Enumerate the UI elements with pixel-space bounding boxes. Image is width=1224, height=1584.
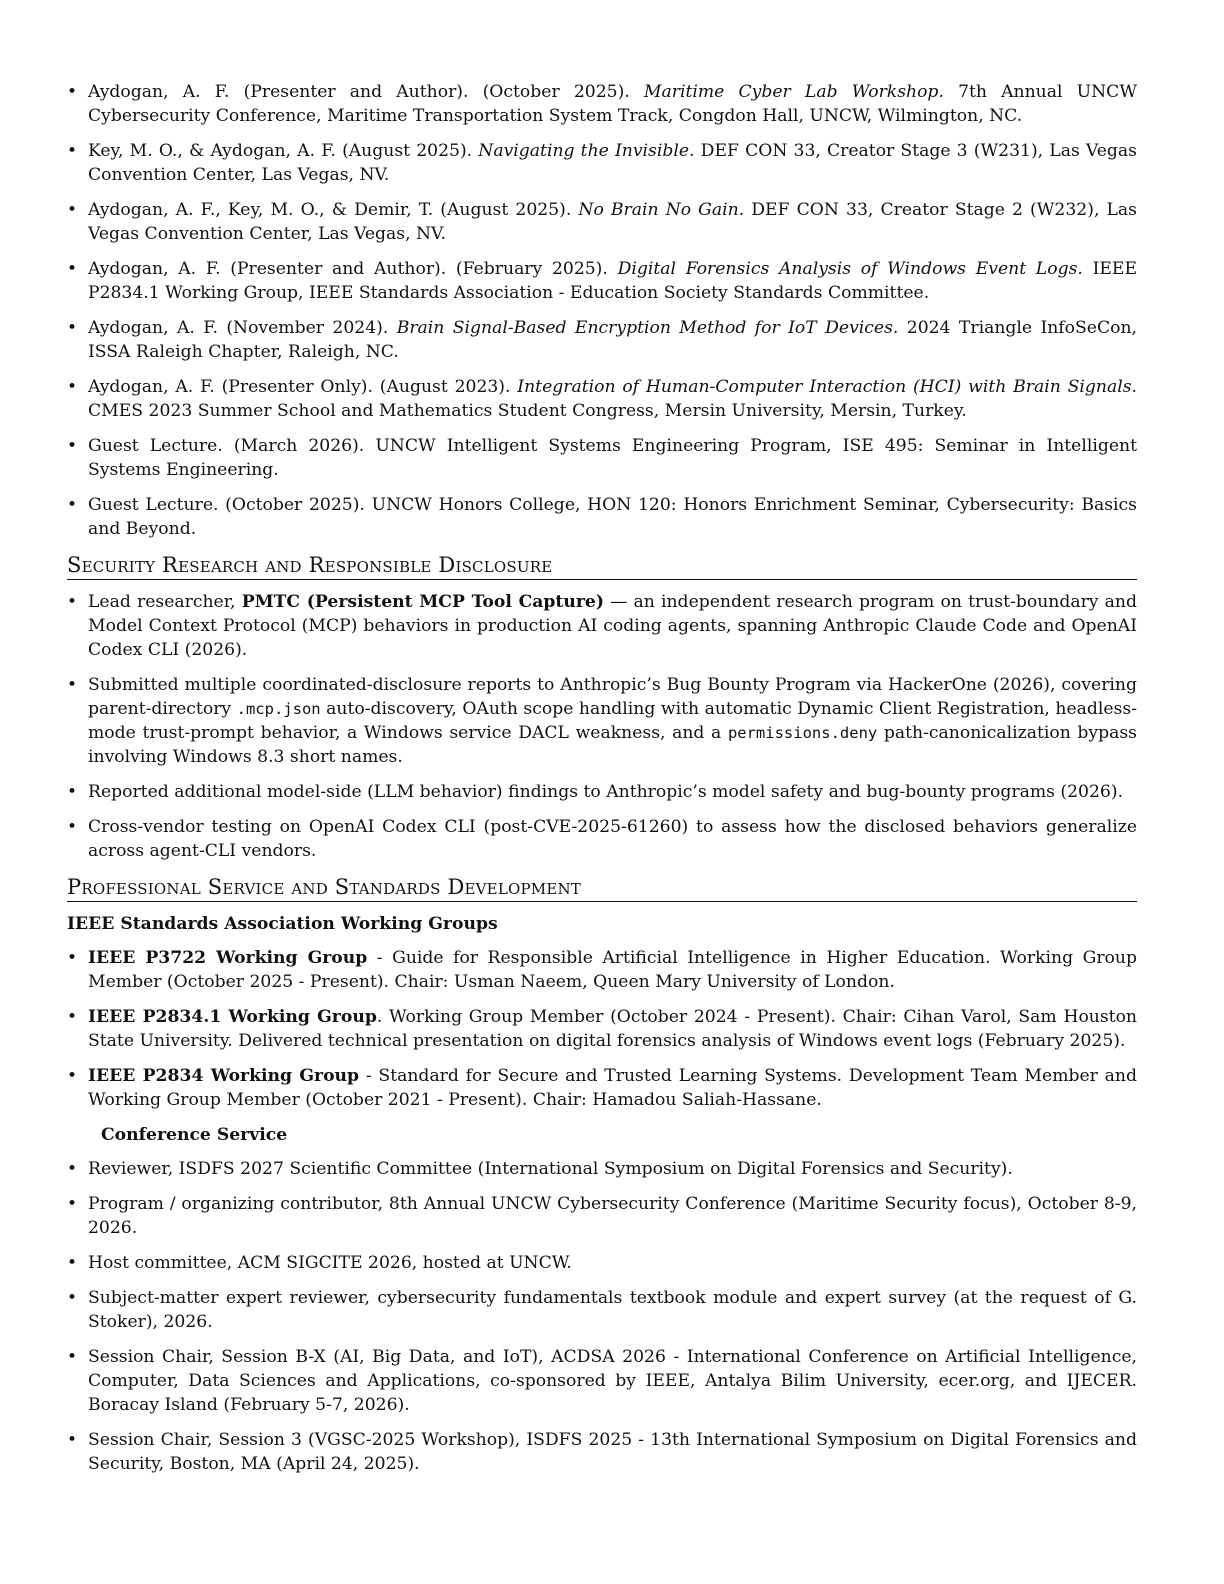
item-text: Guest Lecture. (March 2026). UNCW Intelligent Systems Engineering Program, ISE 495: Seminar in Intelligent Systems Engineering.: [88, 436, 1137, 480]
item-bold: IEEE P2834.1 Working Group: [88, 1007, 377, 1027]
item-text: DEF CON 33, Creator Stage 2 (W232), Las Vegas Convention Center, Las Vegas, NV.: [88, 200, 1137, 244]
code-snippet: .mcp.json: [236, 700, 321, 718]
subheading-conference: Conference Service: [101, 1125, 288, 1145]
item-bold: IEEE P2834 Working Group: [88, 1066, 360, 1086]
list-item: [67, 780, 1137, 804]
item-title: Maritime Cyber Lab Workshop.: [643, 82, 944, 102]
code-snippet: permissions.deny: [727, 724, 878, 742]
item-bold: IEEE P3722 Working Group: [88, 948, 368, 968]
list-item: [67, 1157, 1137, 1181]
section-heading-service: Professional Service and Standards Development: [67, 874, 1137, 902]
subheading-ieee: IEEE Standards Association Working Groups: [67, 914, 498, 934]
item-text: Aydogan, A. F. (Presenter and Author). (October 2025).: [88, 82, 644, 102]
list-item: [67, 946, 1137, 994]
list-item: [67, 316, 1137, 364]
item-text: Reviewer, ISDFS 2027 Scientific Committee (International Symposium on Digital Forensics and Security).: [88, 1159, 1013, 1179]
item-text: Aydogan, A. F. (November 2024).: [88, 318, 397, 338]
document-page: [67, 80, 1137, 1487]
item-text: path-canonicalization bypass involving Windows 8.3 short names.: [88, 723, 1137, 767]
list-item: [67, 1286, 1137, 1334]
list-item: [67, 198, 1137, 246]
item-title: No Brain No Gain.: [578, 200, 745, 220]
item-text: Host committee, ACM SIGCITE 2026, hosted at UNCW.: [88, 1253, 572, 1273]
list-item: [67, 590, 1137, 662]
security-list: [67, 590, 1137, 863]
item-text: DEF CON 33, Creator Stage 3 (W231), Las Vegas Convention Center, Las Vegas, NV.: [88, 141, 1137, 185]
item-text: Submitted multiple coordinated-disclosure reports to Anthropic’s Bug Bounty Program via HackerOne (2026), covering parent-directory: [88, 675, 1137, 719]
list-item: [67, 257, 1137, 305]
item-text: Session Chair, Session 3 (VGSC-2025 Workshop), ISDFS 2025 - 13th International Symposium on Digital Forensics and Security, Boston, MA (April 24, 2025).: [88, 1430, 1137, 1474]
item-text: 7th Annual UNCW Cybersecurity Conference, Maritime Transportation System Track, Congdon Hall, UNCW, Wilmington, NC.: [88, 82, 1137, 126]
list-item: [67, 1428, 1137, 1476]
ieee-list: [67, 946, 1137, 1112]
item-title: Navigating the Invisible.: [478, 141, 695, 161]
item-text: Aydogan, A. F., Key, M. O., & Demir, T. (August 2025).: [88, 200, 579, 220]
presentations-list: [67, 80, 1137, 541]
item-title: Integration of Human-Computer Interaction (HCI) with Brain Signals.: [517, 377, 1137, 397]
list-item: [67, 139, 1137, 187]
list-item: [67, 1064, 1137, 1112]
list-item: [67, 1345, 1137, 1417]
item-text: Key, M. O., & Aydogan, A. F. (August 2025).: [88, 141, 479, 161]
list-item: [67, 815, 1137, 863]
item-text: CMES 2023 Summer School and Mathematics Student Congress, Mersin University, Mersin, Turkey.: [88, 401, 967, 421]
item-title: Digital Forensics Analysis of Windows Event Logs.: [617, 259, 1083, 279]
item-title: Brain Signal-Based Encryption Method for IoT Devices.: [396, 318, 899, 338]
list-item: [67, 1251, 1137, 1275]
item-text: - Standard for Secure and Trusted Learning Systems. Development Team Member and Working Group Member (October 2021 - Present). Chair: Hamadou Saliah-Hassane.: [88, 1066, 1137, 1110]
item-text: . Working Group Member (October 2024 - Present). Chair: Cihan Varol, Sam Houston State University. Delivered technical presentation on digital forensics analysis of Windows event logs (February 2025).: [88, 1007, 1137, 1051]
list-item: [67, 673, 1137, 769]
list-item: [67, 80, 1137, 128]
item-text: Cross-vendor testing on OpenAI Codex CLI (post-CVE-2025-61260) to assess how the disclosed behaviors generalize across agent-CLI vendors.: [88, 817, 1137, 861]
list-item: [67, 1192, 1137, 1240]
item-text: - Guide for Responsible Artificial Intelligence in Higher Education. Working Group Member (October 2025 - Present). Chair: Usman Naeem, Queen Mary University of London.: [88, 948, 1137, 992]
item-text: auto-discovery, OAuth scope handling with automatic Dynamic Client Registration, headless-mode trust-prompt behavior, a Windows service DACL weakness, and a: [88, 699, 1138, 743]
item-text: Program / organizing contributor, 8th Annual UNCW Cybersecurity Conference (Maritime Security focus), October 8-9, 2026.: [88, 1194, 1137, 1238]
item-text: Aydogan, A. F. (Presenter and Author). (February 2025).: [88, 259, 618, 279]
item-text: Session Chair, Session B-X (AI, Big Data, and IoT), ACDSA 2026 - International Conference on Artificial Intelligence, Computer, Data Sciences and Applications, co-sponsored by IEEE, Antalya Bilim University, ecer.org, and IJECER. Boracay Island (February 5-7, 2026).: [88, 1347, 1137, 1415]
item-text: Lead researcher,: [88, 592, 242, 612]
list-item: [67, 375, 1137, 423]
list-item: [67, 1005, 1137, 1053]
list-item: [67, 493, 1137, 541]
item-text: Reported additional model-side (LLM behavior) findings to Anthropic’s model safety and bug-bounty programs (2026).: [88, 782, 1124, 802]
item-text: Aydogan, A. F. (Presenter Only). (August 2023).: [88, 377, 518, 397]
item-text: — an independent research program on trust-boundary and Model Context Protocol (MCP) behaviors in production AI coding agents, spanning Anthropic Claude Code and OpenAI Codex CLI (2026).: [88, 592, 1137, 660]
list-item: [67, 434, 1137, 482]
item-text: Guest Lecture. (October 2025). UNCW Honors College, HON 120: Honors Enrichment Seminar, Cybersecurity: Basics and Beyond.: [88, 495, 1137, 539]
section-heading-security: Security Research and Responsible Disclosure: [67, 552, 1137, 580]
item-bold: PMTC (Persistent MCP Tool Capture): [241, 592, 604, 612]
item-text: 2024 Triangle InfoSeCon, ISSA Raleigh Chapter, Raleigh, NC.: [88, 318, 1137, 362]
item-text: IEEE P2834.1 Working Group, IEEE Standards Association - Education Society Standards Committee.: [88, 259, 1137, 303]
conference-list: [67, 1157, 1137, 1476]
item-text: Subject-matter expert reviewer, cybersecurity fundamentals textbook module and expert survey (at the request of G. Stoker), 2026.: [88, 1288, 1137, 1332]
